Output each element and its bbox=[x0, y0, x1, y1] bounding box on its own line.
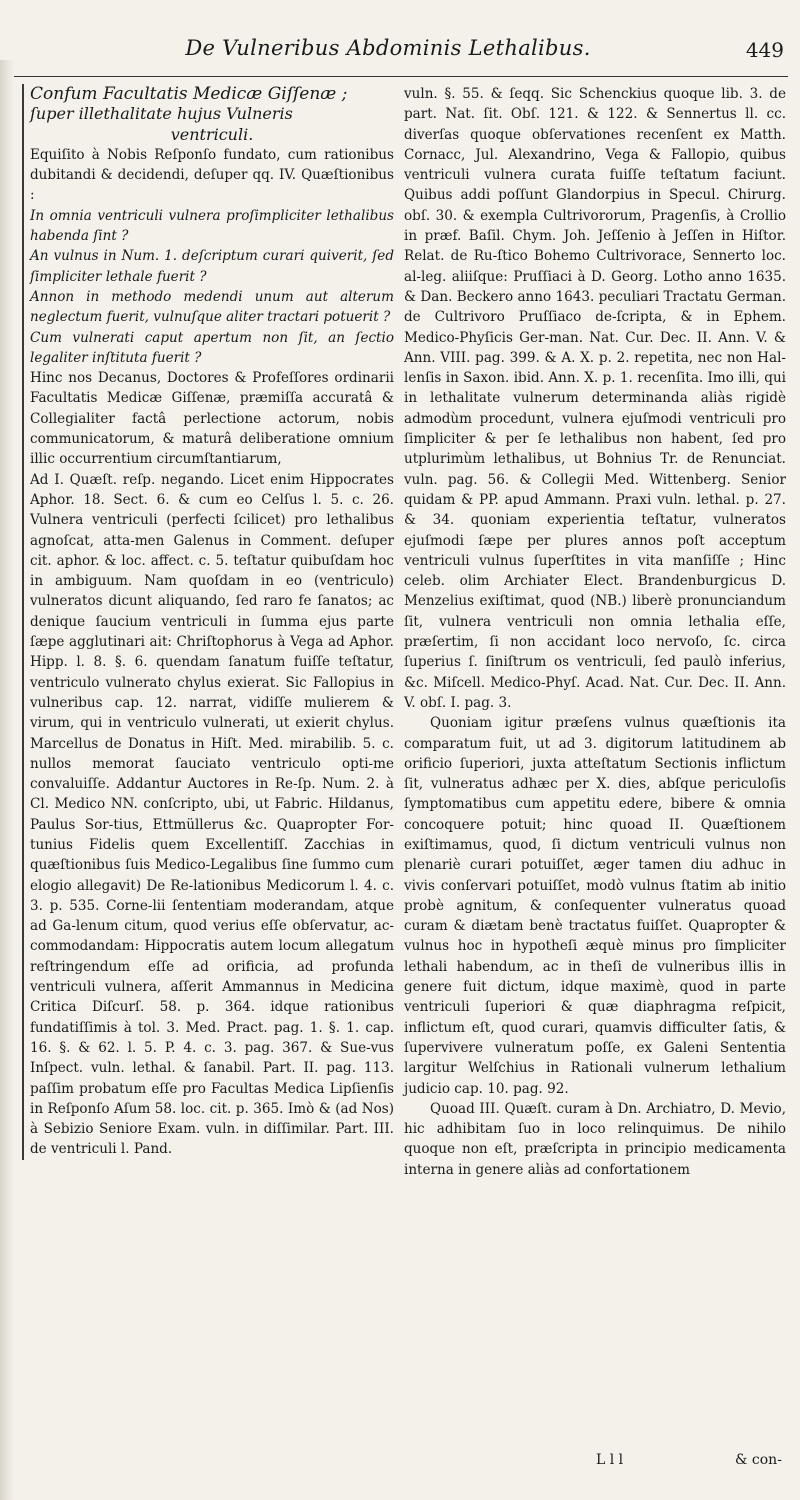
left-column bbox=[22, 84, 394, 1160]
running-title: De Vulneribus Abdominis Lethalibus. bbox=[185, 36, 591, 60]
answer-3-paragraph: Quoad III. Quæſt. curam à Dn. Archiatro, D. Mevio, hic adhibitam ſuo in loco relinquimus. De nihilo quoque non eſt, præſcripta in principio medicamenta interna in genere aliàs ad confortationem bbox=[404, 1100, 786, 1178]
right-column bbox=[404, 84, 786, 1180]
answer-2-paragraph: Quoniam igitur præſens vulnus quæſtionis ita comparatum fuit, ut ad 3. digitorum latitudinem ab orificio ſuperiori, juxta atteſtatum Sectionis inflictum ſit, vulneratus adhæc per X. dies, abſque periculoſis ſymptomatibus cum appetitu edere, bibere & omnia concoquere potuit; hinc quoad II. Quæſtionem exiſtimamus, quod, ſi dictum ventriculi vulnus non plenariè curari potuiſſet, æger tamen diu adhuc in vivis conſervari potuiſſet, modò vulnus ſtatim ab initio probè agnitum, & conſequenter vulneratus quoad curam & diætam benè tractatus fuiſſet. Quapropter & vulnus hoc in hypotheſi æquè minus pro ſimpliciter lethali habendum, ac in theſi de vulneribus illis in genere fuit dictum, idque maximè, quod in parte ventriculi ſuperiori & quæ diaphragma reſpicit, inflictum eſt, quod curari, quamvis difficulter ſatis, & ſupervivere vulneratum poſſe, ex Galeni Sententia largitur Welſchius in Rationali vulnerum lethalium judicio cap. 10. pag. 92. bbox=[404, 715, 786, 1097]
header-rule bbox=[14, 76, 788, 77]
answer-1-paragraph: Ad I. Quæſt. reſp. negando. Licet enim Hippocrates Aphor. 18. Sect. 6. & cum eo Celſus l. 5. c. 26. Vulnera ventriculi (perfecti ſcilicet) pro lethalibus agnoſcat, atta-men Galenus in Comment. deſuper cit. aphor. & loc. affect. c. 5. teſtatur quibuſdam hoc in ambiguum. Nam quoſdam in eo (ventriculo) vulneratos dicunt aliquando, ſed raro fe ſanatos; ac denique ſaucium ventriculi in ſumma ejus parte ſæpe agglutinari ait: Chriſtophorus à Vega ad Aphor. Hipp. l. 8. §. 6. quendam ſanatum fuiſſe teſtatur, ventriculo vulnerato chylus exierat. Sic Fallopius in vulneribus cap. 12. narrat, vidiſſe mulierem & virum, qui in ventriculo vulnerati, ut exierit chylus. Marcellus de Donatus in Hiſt. Med. mirabilib. 5. c. nullos memorat ſauciato ventriculo opti-me convaluiſſe. Addantur Auctores in Re-ſp. Num. 2. à Cl. Medico NN. conſcripto, ubi, ut Fabric. Hildanus, Paulus Sor-tius, Ettmüllerus &c. Quapropter For-tunius Fidelis quem Excellentiſſ. Zacchias in quæſtionibus ſuis Medico-Legalibus ſine ſummo cum elogio allegavit) De Re-lationibus Medicorum l. 4. c. 3. p. 535. Corne-lii ſententiam moderandam, atque ad Ga-lenum citum, quod verius eſſe obſervatur, ac-commodandam: Hippocratis autem locum allegatum reſtringendum eſſe ad orificia, ad profunda ventriculi vulnera, aſſerit Ammannus in Medicina Critica Diſcurſ. 58. p. 364. idque rationibus fundatiſſimis à tol. 3. Med. Pract. pag. 1. §. 1. cap. 16. §. & 62. l. 5. P. 4. c. 3. pag. 367. & Sue-vus Inſpect. vuln. lethal. & ſanabil. Part. II. pag. 113. paſſim probatum eſſe pro Facultas Medica Lipſienſis in Reſponſo Aſum 58. loc. cit. p. 365. Imò & (ad Nos) à Sebizio Seniore Exam. vuln. in diſſimilar. Part. III. de ventriculi l. Pand. bbox=[30, 471, 394, 1158]
heading-line-3: ventriculi. bbox=[170, 124, 254, 144]
intro-paragraph: Equiſito à Nobis Reſponſo fundato, cum rationibus dubitandi & decidendi, deſuper qq. IV. Quæſtionibus : bbox=[30, 146, 394, 204]
heading-line-2: ſuper illethalitate hujus Vulneris bbox=[30, 104, 293, 124]
binding-edge bbox=[0, 60, 14, 1500]
question-4: Cum vulnerati caput apertum non ſit, an ſectio legaliter inſtituta fuerit ? bbox=[30, 329, 394, 366]
signature-mark: L l l bbox=[596, 1452, 624, 1468]
question-3: Annon in methodo medendi unum aut alterum neglectum fuerit, vulnuſque aliter tractari potuerit ? bbox=[30, 288, 394, 326]
deliberation-paragraph: Hinc nos Decanus, Doctores & Profeſſores ordinarii Facultatis Medicæ Giſſenæ, præmiſſa accuratâ & Collegialiter factâ perlectione actorum, nobis communicatorum, & maturâ deliberatione omnium illic occurrentium circumſtantiarum, bbox=[30, 370, 394, 468]
heading-line-1: Confum Facultatis Medicæ Giſſenæ ; bbox=[30, 84, 348, 104]
running-header bbox=[0, 36, 800, 70]
question-1: In omnia ventriculi vulnera proſimpliciter lethalibus habenda ſint ? bbox=[30, 207, 394, 245]
catchword: & con- bbox=[735, 1452, 782, 1468]
page-number: 449 bbox=[745, 38, 784, 62]
question-2: An vulnus in Num. 1. deſcriptum curari quiverit, ſed ſimpliciter lethale fuerit ? bbox=[30, 248, 394, 285]
continuation-paragraph: vuln. §. 55. & ſeqq. Sic Schenckius quoque lib. 3. de part. Nat. ſit. Obſ. 121. & 122. & Sennertus ll. cc. diverſas quoque obſervationes recenſent ex Matth. Cornacc, Jul. Alexandrino, Vega & Fallopio, quibus ventriculi vulnera curata fuiſſe teſtatum faciunt. Quibus addi poſſunt Glandorpius in Specul. Chirurg. obſ. 30. & exempla Cultrivororum, Pragenſis, à Crollio in præf. Baſil. Chym. Joh. Jeſſenio à Jeſſen in Hiſtor. Relat. de Ru-ſtico Bohemo Cultrivorace, Sennerto loc. al-leg. aliiſque: Pruſſiaci à D. Georg. Lotho anno 1635. & Dan. Beckero anno 1643. peculiari Tractatu German. de Cultrivoro Pruſſiaco de-ſcripta, & in Ephem. Medico-Phyſicis Ger-man. Nat. Cur. Dec. II. Ann. V. & Ann. VIII. pag. 399. & A. X. p. 2. repetita, nec non Hal-lenſis in Saxon. ibid. Ann. X. p. 1. recenſita. Imo illi, qui in lethalitate vulnerum determinanda aliàs rigidè admodùm procedunt, vulnera ejuſmodi ventriculi pro ſimpliciter & per ſe lethalibus non habent, ſed pro utplurimùm lethalibus, ut Bohnius Tr. de Renunciat. vuln. pag. 56. & Collegii Med. Wittenberg. Senior quidam & PP. apud Ammann. Praxi vuln. lethal. p. 27. & 34. quoniam experientia teſtatur, vulneratos ejuſmodi ſæpe per plures annos poſt acceptum ventriculi vulnus ſuperſtites in vita manſiſſe ; Hinc celeb. olim Archiater Elect. Brandenburgicus D. Menzelius exiſtimat, quod (NB.) liberè pronunciandum ſit, vulnera ventriculi non omnia lethalia eſſe, præſertim, ſi non accidant loco nervoſo, ſc. circa ſuperius ſ. ſiniſtrum os ventriculi, ſed paulò inferius, &c. Miſcell. Medico-Phyſ. Acad. Nat. Cur. Dec. II. Ann. V. obſ. I. pag. 3. bbox=[404, 86, 786, 711]
